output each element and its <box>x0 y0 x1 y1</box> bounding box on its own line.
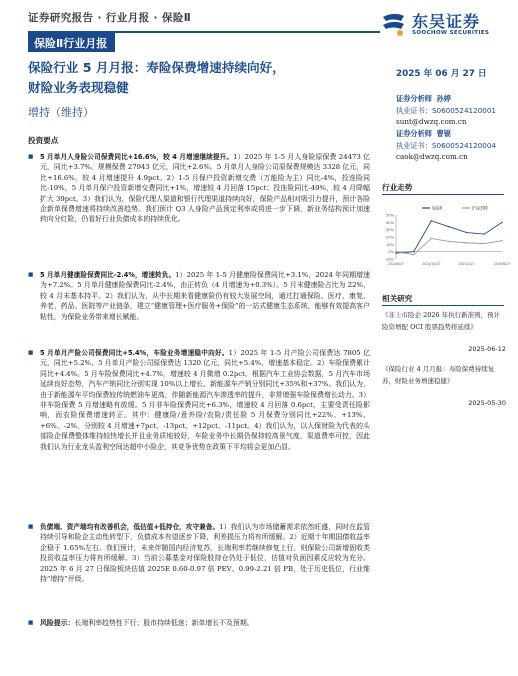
square-bullet-icon: ■ <box>28 524 34 530</box>
series-2-point <box>484 243 485 244</box>
paragraph-3 <box>28 348 370 452</box>
paragraph-4 <box>28 522 370 584</box>
related-item-2-date: 2025-05-30 <box>468 399 506 407</box>
series-2-point <box>501 240 502 241</box>
series-1-point <box>395 252 396 253</box>
legend-label-2: 沪深300 <box>472 205 488 211</box>
y-tick-label: 30% <box>386 228 394 233</box>
series-2-point <box>431 238 432 239</box>
report-type-banner: 保险Ⅱ行业月报 <box>28 33 115 52</box>
related-heading: 相关研究 <box>382 294 413 303</box>
rating: 增持（维持） <box>28 106 94 119</box>
industry-trend-chart <box>382 203 511 271</box>
series-1-point <box>448 226 449 227</box>
series-1-point <box>466 232 467 233</box>
logo-chinese-name: 东吴证券 <box>412 12 481 31</box>
y-tick-label: 10% <box>386 242 394 247</box>
soochow-logo <box>380 8 505 44</box>
series-2-point <box>395 251 396 252</box>
related-item-1[interactable]: 《非上市险企 2026 年执行新准则，预计险资增配 OCI 股票趋势将延续》 <box>382 311 501 331</box>
x-tick-label: 2025/2/27 <box>458 262 475 266</box>
series-1-point <box>413 251 414 252</box>
y-tick-label: 50% <box>386 213 394 218</box>
y-tick-label: 20% <box>386 235 394 240</box>
paragraph-body: 1）2025 年 1-5 月人身险原保费 24473 亿元，同比+3.7%。规模保费 27943 亿元，同比+2.6%。5 月单月人身险公司原保费规模达 3328 亿元，同比+16.6%，较 4 月增速提升 4.9pct。2）1-5 月保户投资新增交费（万能险为主）同比-4%，投连险同比-19%，5 月单月保户投资新增交费同比+1%，增速较 4 月回落 15pct；投连险同比-49%，较 4 月降幅扩大 39pct。3）我们认为，保险代理人渠道和银行代理渠道持续向好，保险产品相对吸引力提升，预计各险企新单保费增速将持续改善趋势。我们预计 Q3 人身险产品预定利率或将进一步下调，新业务结构预计加速转向分红险，仍看好行业负债成本的持续优化。 <box>40 153 370 224</box>
y-tick-label: 40% <box>386 220 394 225</box>
related-item-1-date: 2025-06-12 <box>468 345 506 353</box>
paragraph-1 <box>28 152 370 225</box>
analyst-email[interactable]: sunt@dwzq.com.cn <box>396 117 467 126</box>
square-bullet-icon: ■ <box>28 272 34 278</box>
risk-label: 风险提示： <box>40 619 75 627</box>
legend-label-1: 保险Ⅱ <box>432 205 442 211</box>
x-tick-label: 2025/6/27 <box>493 262 511 266</box>
paragraph-lead: 5 月单月健康险保费同比-2.4%，增速转负。 <box>40 271 176 279</box>
paragraph-body: 1）2025 年 1-5 月健康险保费同比+3.1%，2024 年同期增速为+7.2%。5 月单月健康险保费同比-2.4%，由正转负（4 月增速为+0.3%）。5 月末健康险占比为 22%，较 4 月末基本持平。2）我们认为，从中长期来看健康险仍有较大发展空间，通过打通保险、医疗、康复、养老、药品、医院等产业链条，建立“健康管理+医疗服务+保险”的一站式健康生态系统，能够有效提高客户粘性，为保险业务带来增长赋能。 <box>40 271 370 321</box>
paragraph-body: 1）2025 年 1-5 月产险公司保费达 7805 亿元，同比+5.2%，5 月单月产险公司原保费达 1320 亿元，同比+5.4%，增速基本稳定。2）车险保费累计同比+4.4%。5 月车险保费同比+4.7%，增速较 4 月微增 0.2pct。根据汽车工业协会数据，5 月汽车市场延续良好态势，汽车产销同比分别实现 10%以上增长，新能源车产销分别同比+35%和+37%。我们认为，由于新能源车平均保费较传统燃油车更高，伴随新能源汽车渗透率的提升，非常增强车险保费增长动力。3）非车险保费 5 月增速略有放缓。5 月非车险保费同比+6.3%，增速较 4 月回落 0.6pct，主要受责任险影响，而农险保费增速转正。其中：健康险/意外险/农险/责任险 5 月保费分别同比+22%、+13%、+6%、-2%，分别较 4 月增速+7pct、-13pct、+12pct、-11pct。4）我们认为，以人保财险为代表的头部险企保费整体维持较快增长并且业务质地较好，车险业务中长期仍保持较高景气度，渠道费率可控，因此我们认为行业龙头盈利空间达超中小险企，其竞争优势在政策下平均将会更加凸显。 <box>40 349 370 451</box>
x-tick-label: 2024/10/27 <box>422 262 441 266</box>
y-tick-label: -10% <box>384 257 394 262</box>
report-title-line-2: 财险业务表现稳健 <box>28 80 129 95</box>
analyst-role: 证券分析师 <box>396 94 432 103</box>
analyst-block-2 <box>396 128 496 163</box>
risk-text: 长端利率趋势性下行；股市持续低迷；新单增长不及预期。 <box>74 619 254 627</box>
report-title <box>28 58 380 98</box>
paragraph-lead: 5 月单月人身险公司保费同比+16.6%，较 4 月增速继续提升。 <box>40 153 234 161</box>
analyst-block-1 <box>396 93 496 128</box>
square-bullet-icon: ■ <box>28 620 34 626</box>
series-2-point <box>413 254 414 255</box>
analyst-role: 证券分析师 <box>396 129 432 138</box>
report-date: 2025 年 06 月 27 日 <box>396 69 487 79</box>
analyst-name: 孙婷 <box>436 94 451 103</box>
report-category: 证券研究报告 · 行业月报 · 保险Ⅱ <box>28 12 192 24</box>
trend-heading: 行业走势 <box>382 183 413 192</box>
logo-english-name: SOOCHOW SECURITIES <box>412 30 490 36</box>
related-divider <box>382 305 504 306</box>
paragraph-lead: 5 月单月产险公司保费同比+5.4%，车险业务增速稳中向好。 <box>40 349 229 357</box>
y-tick-label: 0% <box>388 250 394 255</box>
report-title-line-1: 保险行业 5 月月报：寿险保费增速持续向好， <box>28 60 285 75</box>
series-1-point <box>501 222 502 223</box>
related-item-2[interactable]: 《保险行业 4 月月报：寿险保费持续复苏，财险业务增速稳健》 <box>382 365 495 385</box>
license-number: S0600524120001 <box>431 105 496 115</box>
square-bullet-icon: ■ <box>28 350 34 356</box>
series-2-point <box>466 242 467 243</box>
license-label: 执业证书： <box>396 140 432 150</box>
paragraph-2 <box>28 270 370 322</box>
paragraph-lead: 负债端、资产端均有改善机会，低估值+低持仓，攻守兼备。 <box>40 523 220 531</box>
series-2-point <box>448 241 449 242</box>
section-heading: 投资要点 <box>28 136 59 145</box>
square-bullet-icon: ■ <box>28 154 34 160</box>
series-1-point <box>484 233 485 234</box>
license-label: 执业证书： <box>396 105 432 115</box>
analyst-name: 曹锟 <box>436 129 451 138</box>
analyst-email[interactable]: caok@dwzq.com.cn <box>396 152 468 161</box>
paragraph-body: 1）我们认为市场储蓄需求依然旺盛，同时在监管持续引导和险企主动性转型下，负债成本有望逐步下降，利差损压力将有所缓解。2）近期十年期国债收益率企稳于 1.65%左右。我们预计，未来伴随国内经济复苏，长端利率若继续修复上行，则保险公司新增固收类投资收益率压力将有所缓解。3）当前公募基金对保险股持仓仍处于低位，估值对负面因素反应较为充分。2025 年 6 月 27 日保险板块估值 2025E 0.60-0.97 倍 PEV、0.99-2.21 倍 PB，处于历史低位，行业维持“增持”评级。 <box>40 523 370 584</box>
trend-divider <box>382 194 504 195</box>
series-1-point <box>431 220 432 221</box>
risk-warning <box>28 618 370 628</box>
soochow-logo-icon <box>380 11 406 37</box>
series-line-1 <box>396 221 502 253</box>
license-number: S0600524120004 <box>431 140 496 150</box>
x-tick-label: 2024/6/27 <box>387 262 405 266</box>
